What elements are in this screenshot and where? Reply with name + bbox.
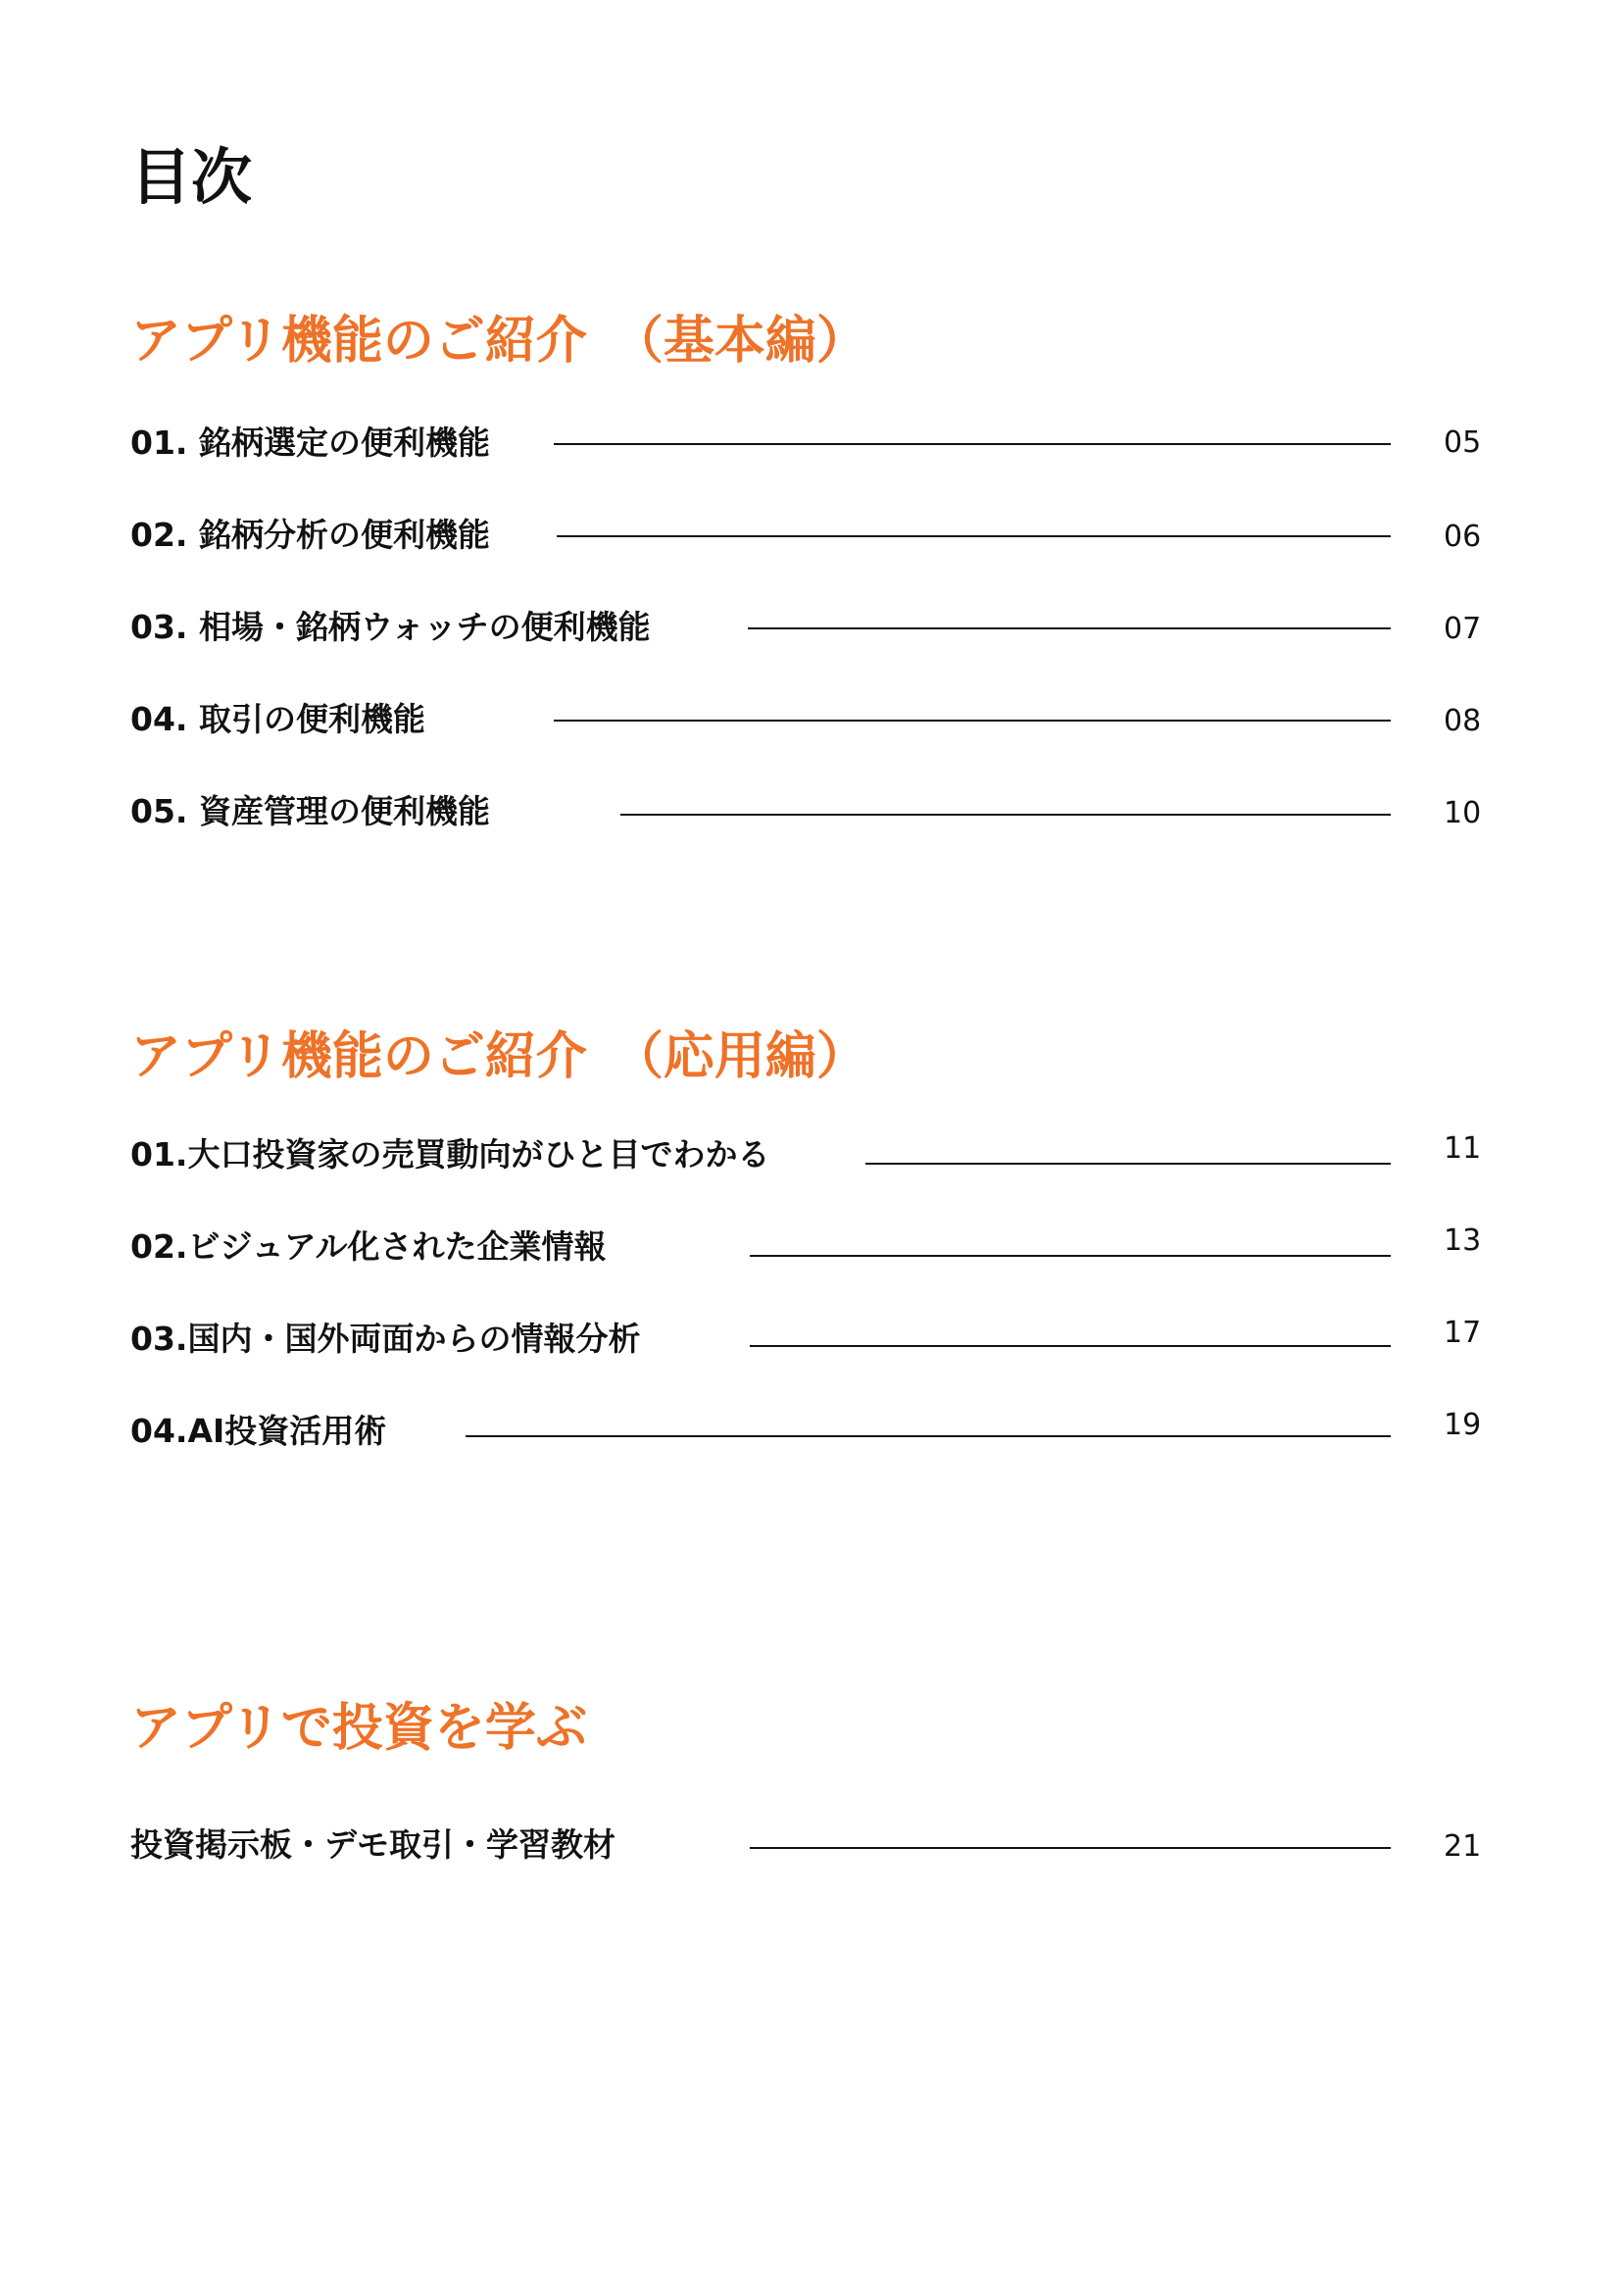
- section-title-basic: アプリ機能のご紹介 （基本編）: [130, 312, 867, 371]
- toc-page-number: 17: [1444, 1316, 1482, 1350]
- toc-page-number: 13: [1444, 1223, 1482, 1258]
- toc-item-label: 04. 取引の便利機能: [130, 700, 425, 738]
- toc-page-number: 08: [1444, 704, 1482, 738]
- section-title-advanced: アプリ機能のご紹介 （応用編）: [130, 1027, 867, 1086]
- toc-item-label: 03. 相場・銘柄ウォッチの便利機能: [130, 608, 651, 646]
- toc-page-number: 05: [1444, 425, 1482, 460]
- toc-leader-line: [750, 1345, 1391, 1347]
- toc-page-number: 06: [1444, 520, 1482, 554]
- toc-item-label: 05. 資産管理の便利機能: [130, 792, 490, 830]
- toc-leader-line: [865, 1163, 1391, 1165]
- toc-item-label: 投資掲示板・デモ取引・学習教材: [130, 1825, 615, 1864]
- toc-item-label: 02.ビジュアル化された企業情報: [130, 1227, 607, 1266]
- toc-leader-line: [748, 627, 1391, 629]
- toc-leader-line: [554, 443, 1391, 445]
- toc-page-number: 10: [1444, 796, 1482, 830]
- toc-item-label: 03.国内・国外両面からの情報分析: [130, 1320, 641, 1358]
- toc-leader-line: [466, 1435, 1391, 1437]
- toc-leader-line: [557, 535, 1391, 537]
- section-title-learn: アプリで投資を学ぶ: [130, 1699, 587, 1758]
- toc-item-label: 02. 銘柄分析の便利機能: [130, 516, 490, 554]
- toc-leader-line: [554, 720, 1391, 722]
- toc-page-number: 21: [1444, 1829, 1482, 1864]
- toc-leader-line: [750, 1255, 1391, 1257]
- toc-page-number: 19: [1444, 1408, 1482, 1442]
- toc-leader-line: [620, 814, 1391, 816]
- toc-item-label: 01.大口投資家の売買動向がひと目でわかる: [130, 1135, 770, 1173]
- toc-page-number: 11: [1444, 1131, 1482, 1166]
- toc-page-number: 07: [1444, 612, 1482, 646]
- toc-item-label: 04.AI投資活用術: [130, 1412, 387, 1450]
- toc-item-label: 01. 銘柄選定の便利機能: [130, 424, 490, 462]
- toc-leader-line: [750, 1847, 1391, 1849]
- page-title: 目次: [130, 141, 253, 213]
